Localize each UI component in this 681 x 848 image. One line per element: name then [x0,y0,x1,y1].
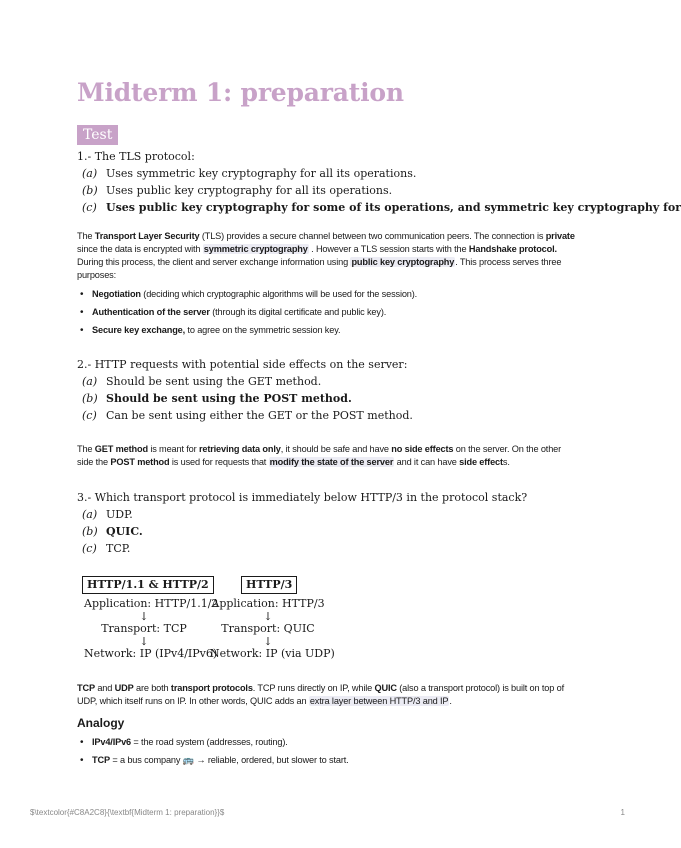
q1-bullet-1: • Negotiation (deciding which cryptographic algorithms will be used for the session). [80,289,418,300]
q1-explanation: The Transport Layer Security (TLS) provides a secure channel between two communication peers. The connection is private since the data is encrypted with symmetric cryptography . However a TLS session starts with the Handshake protocol. During this process, the client and server exchange information using public key cryptography. This process serves three purposes: [77,231,575,280]
analogy-bullet-1: • IPv4/IPv6 = the road system (addresses, routing). [80,737,288,748]
question-2: 2.- HTTP requests with potential side effects on the server: [77,358,408,371]
question-3: 3.- Which transport protocol is immediately below HTTP/3 in the protocol stack? [77,491,528,504]
bullet-icon: • [80,737,84,748]
q1-bullet-2: • Authentication of the server (through its digital certificate and public key). [80,307,387,318]
question-1: 1.- The TLS protocol: [77,150,195,163]
page-title: Midterm 1: preparation [77,78,404,107]
bullet-icon: • [80,755,84,766]
bullet-icon: • [80,325,84,336]
bullet-icon: • [80,307,84,318]
footer-source-text: $\textcolor{#C8A2C8}{\textbf{Midterm 1: preparation}}$ [30,808,225,817]
arrow-down-icon: ↓ [139,610,149,623]
section-badge: Test [77,125,118,145]
arrow-down-icon: ↓ [263,635,273,648]
diagram-right-transport: Transport: QUIC [221,622,315,635]
q2-explanation: The GET method is meant for retrieving data only, it should be safe and have no side effects on the server. On the other side the POST method is used for requests that modify the state of the server and it can have side effects. [77,444,562,467]
arrow-down-icon: ↓ [139,635,149,648]
q1-bullet-3: • Secure key exchange, to agree on the symmetric session key. [80,325,341,336]
diagram-right-heading: HTTP/3 [241,576,297,594]
q3-explanation: TCP and UDP are both transport protocols. TCP runs directly on IP, while QUIC (also a transport protocol) is built on top of UDP, which itself runs on IP. In other words, QUIC adds an extra layer between HTTP/3 and IP. [77,683,564,706]
analogy-bullet-2: • TCP = a bus company 🚌 → reliable, ordered, but slower to start. [80,755,349,766]
diagram-left-app: Application: HTTP/1.1/2 [84,597,219,610]
diagram-right-network: Network: IP (via UDP) [210,647,335,660]
diagram-left-heading: HTTP/1.1 & HTTP/2 [82,576,214,594]
q3-option-a: (a) UDP. [82,508,133,521]
analogy-heading: Analogy [77,716,125,730]
page-number: 1 [620,808,625,817]
q3-option-c: (c) TCP. [82,542,131,555]
arrow-down-icon: ↓ [263,610,273,623]
diagram-right-app: Application: HTTP/3 [211,597,325,610]
bullet-icon: • [80,289,84,300]
q1-option-c: (c) Uses public key cryptography for some of its operations, and symmetric key cryptography for [82,201,681,214]
q2-option-b: (b) Should be sent using the POST method. [82,392,352,405]
q3-option-b: (b) QUIC. [82,525,143,538]
diagram-left-transport: Transport: TCP [101,622,187,635]
q2-option-c: (c) Can be sent using either the GET or the POST method. [82,409,413,422]
q2-option-a: (a) Should be sent using the GET method. [82,375,322,388]
q1-option-b: (b) Uses public key cryptography for all its operations. [82,184,393,197]
q1-option-a: (a) Uses symmetric key cryptography for all its operations. [82,167,417,180]
diagram-left-network: Network: IP (IPv4/IPv6) [84,647,218,660]
